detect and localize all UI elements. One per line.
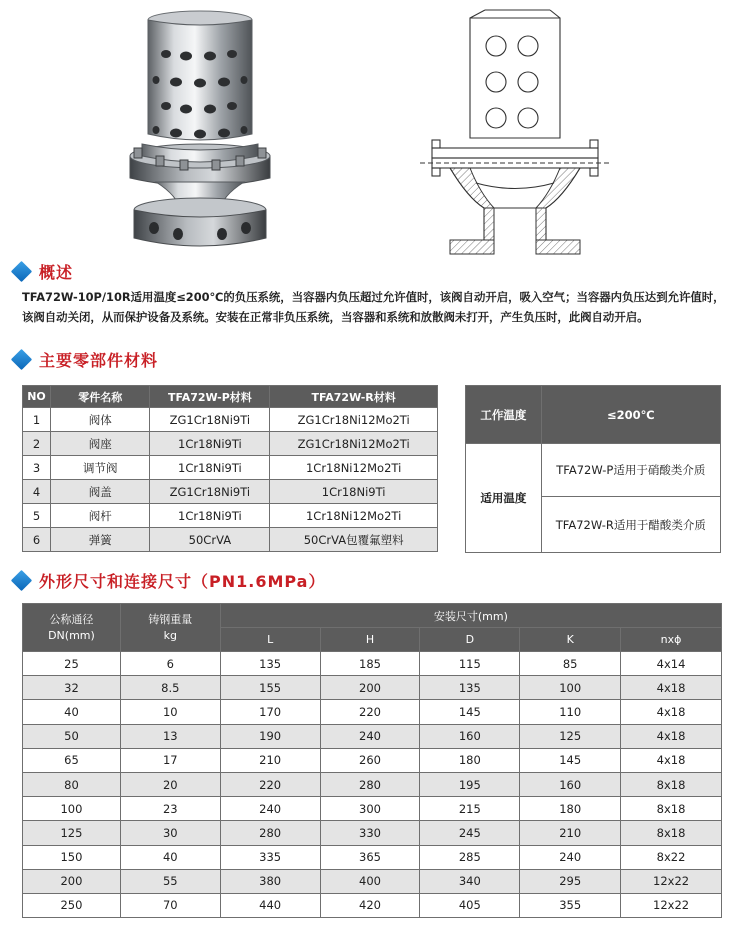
cell-k: 100 (520, 676, 621, 700)
cell-d: 115 (420, 652, 520, 676)
dimensions-table (22, 603, 722, 918)
applicable-r: TFA72W-R适用于醋酸类介质 (541, 497, 720, 553)
cell-dn: 200 (23, 869, 121, 893)
applicable-temp-label: 适用温度 (466, 444, 542, 553)
cell-r-material: 50CrVA包覆氟塑料 (270, 528, 438, 552)
cell-dn: 25 (23, 652, 121, 676)
cell-d: 160 (420, 724, 520, 748)
cell-l: 440 (220, 893, 320, 917)
cell-part-name: 调节阀 (50, 456, 150, 480)
cell-p-material: ZG1Cr18Ni9Ti (150, 408, 270, 432)
cell-k: 160 (520, 772, 621, 796)
cell-p-material: 50CrVA (150, 528, 270, 552)
cell-p-material: ZG1Cr18Ni9Ti (150, 480, 270, 504)
cell-d: 180 (420, 748, 520, 772)
cell-d: 245 (420, 821, 520, 845)
cell-dn: 65 (23, 748, 121, 772)
header-l: L (220, 628, 320, 652)
cell-no: 2 (23, 432, 51, 456)
cell-weight: 30 (120, 821, 220, 845)
header-bolt-holes: nxϕ (621, 628, 722, 652)
table-row (23, 480, 438, 504)
cell-h: 260 (320, 748, 420, 772)
cell-l: 380 (220, 869, 320, 893)
header-p-material: TFA72W-P材料 (150, 386, 270, 408)
diamond-bullet-icon (11, 260, 32, 281)
table-row (23, 797, 722, 821)
cell-l: 210 (220, 748, 320, 772)
cell-no: 5 (23, 504, 51, 528)
table-row (23, 456, 438, 480)
table-row (23, 676, 722, 700)
cell-weight: 17 (120, 748, 220, 772)
cell-bolt-holes: 12x22 (621, 869, 722, 893)
section-title: 主要零部件材料 (39, 350, 159, 370)
cell-h: 185 (320, 652, 420, 676)
cell-weight: 70 (120, 893, 220, 917)
cell-no: 1 (23, 408, 51, 432)
cell-dn: 50 (23, 724, 121, 748)
cell-weight: 13 (120, 724, 220, 748)
cell-part-name: 阀杆 (50, 504, 150, 528)
cell-h: 400 (320, 869, 420, 893)
cell-dn: 125 (23, 821, 121, 845)
cell-weight: 20 (120, 772, 220, 796)
cell-bolt-holes: 8x18 (621, 797, 722, 821)
cell-r-material: 1Cr18Ni12Mo2Ti (270, 504, 438, 528)
cell-k: 295 (520, 869, 621, 893)
table-row (23, 724, 722, 748)
cell-r-material: ZG1Cr18Ni12Mo2Ti (270, 408, 438, 432)
cell-d: 195 (420, 772, 520, 796)
cell-no: 4 (23, 480, 51, 504)
valve-photo (120, 6, 280, 256)
parts-materials-table (22, 385, 438, 552)
cell-r-material: ZG1Cr18Ni12Mo2Ti (270, 432, 438, 456)
work-temp-label: 工作温度 (466, 386, 542, 444)
cell-dn: 80 (23, 772, 121, 796)
applicable-p: TFA72W-P适用于硝酸类介质 (541, 444, 720, 497)
cell-r-material: 1Cr18Ni9Ti (270, 480, 438, 504)
work-temp-value: ≤200℃ (541, 386, 720, 444)
cell-weight: 40 (120, 845, 220, 869)
cell-weight: 55 (120, 869, 220, 893)
cell-k: 110 (520, 700, 621, 724)
cell-l: 220 (220, 772, 320, 796)
cell-dn: 32 (23, 676, 121, 700)
table-row (466, 444, 721, 497)
cell-part-name: 弹簧 (50, 528, 150, 552)
cell-h: 420 (320, 893, 420, 917)
header-no: NO (23, 386, 51, 408)
cell-k: 180 (520, 797, 621, 821)
cell-d: 405 (420, 893, 520, 917)
cell-l: 335 (220, 845, 320, 869)
table-row (23, 528, 438, 552)
cell-l: 135 (220, 652, 320, 676)
header-weight: 铸钢重量 kg (120, 604, 220, 652)
cell-l: 190 (220, 724, 320, 748)
cell-bolt-holes: 4x14 (621, 652, 722, 676)
header-d: D (420, 628, 520, 652)
cell-h: 365 (320, 845, 420, 869)
cell-d: 215 (420, 797, 520, 821)
cell-k: 355 (520, 893, 621, 917)
cell-bolt-holes: 8x22 (621, 845, 722, 869)
header-h: H (320, 628, 420, 652)
cell-dn: 40 (23, 700, 121, 724)
cell-l: 280 (220, 821, 320, 845)
cell-bolt-holes: 4x18 (621, 748, 722, 772)
header-r-material: TFA72W-R材料 (270, 386, 438, 408)
cell-dn: 150 (23, 845, 121, 869)
cell-part-name: 阀座 (50, 432, 150, 456)
cell-p-material: 1Cr18Ni9Ti (150, 504, 270, 528)
section-title: 外形尺寸和连接尺寸（PN1.6MPa） (39, 571, 326, 591)
table-row (23, 772, 722, 796)
cell-part-name: 阀盖 (50, 480, 150, 504)
diamond-bullet-icon (11, 569, 32, 590)
header-part-name: 零件名称 (50, 386, 150, 408)
cell-bolt-holes: 8x18 (621, 772, 722, 796)
cell-l: 240 (220, 797, 320, 821)
cell-h: 240 (320, 724, 420, 748)
cell-d: 340 (420, 869, 520, 893)
table-row (23, 504, 438, 528)
cell-bolt-holes: 4x18 (621, 700, 722, 724)
temperature-table (465, 385, 721, 553)
cell-part-name: 阀体 (50, 408, 150, 432)
cell-d: 135 (420, 676, 520, 700)
diamond-bullet-icon (11, 348, 32, 369)
cell-dn: 100 (23, 797, 121, 821)
table-row (466, 386, 721, 444)
table-row (23, 652, 722, 676)
cell-k: 85 (520, 652, 621, 676)
section-dimensions-heading (8, 569, 325, 591)
cell-dn: 250 (23, 893, 121, 917)
cell-no: 3 (23, 456, 51, 480)
cell-h: 280 (320, 772, 420, 796)
table-row (23, 748, 722, 772)
header-k: K (520, 628, 621, 652)
cell-p-material: 1Cr18Ni9Ti (150, 456, 270, 480)
table-row (23, 845, 722, 869)
table-row (23, 432, 438, 456)
cell-l: 155 (220, 676, 320, 700)
description-paragraph: TFA72W-10P/10R适用温度≤200℃的负压系统，当容器内负压超过允许值时，该阀自动开启，吸入空气；当容器内负压达到允许值时，该阀自动关闭，从而保护设备及系统。安装在正常非负压系统，当容器和系统和放散阀未打开，产生负压时，此阀自动开启。 (22, 290, 725, 324)
cell-bolt-holes: 8x18 (621, 821, 722, 845)
header-install-size: 安装尺寸(mm) (220, 604, 721, 628)
cell-l: 170 (220, 700, 320, 724)
table-row (23, 869, 722, 893)
cell-h: 300 (320, 797, 420, 821)
cell-weight: 8.5 (120, 676, 220, 700)
cell-k: 240 (520, 845, 621, 869)
cell-weight: 10 (120, 700, 220, 724)
cell-bolt-holes: 4x18 (621, 724, 722, 748)
table-row (23, 893, 722, 917)
cell-h: 200 (320, 676, 420, 700)
valve-drawing (410, 8, 620, 264)
section-overview-heading (8, 260, 73, 282)
cell-k: 145 (520, 748, 621, 772)
table-row (23, 700, 722, 724)
header-dn: 公称通径 DN(mm) (23, 604, 121, 652)
cell-weight: 6 (120, 652, 220, 676)
section-materials-heading (8, 348, 158, 370)
table-row (23, 408, 438, 432)
cell-no: 6 (23, 528, 51, 552)
cell-h: 220 (320, 700, 420, 724)
table-header-row (23, 604, 722, 628)
section-title: 概述 (39, 262, 74, 282)
cell-k: 210 (520, 821, 621, 845)
cell-d: 285 (420, 845, 520, 869)
cell-d: 145 (420, 700, 520, 724)
cell-bolt-holes: 4x18 (621, 676, 722, 700)
cell-weight: 23 (120, 797, 220, 821)
table-row (23, 821, 722, 845)
cell-r-material: 1Cr18Ni12Mo2Ti (270, 456, 438, 480)
cell-k: 125 (520, 724, 621, 748)
table-header-row (23, 386, 438, 408)
cell-h: 330 (320, 821, 420, 845)
cell-bolt-holes: 12x22 (621, 893, 722, 917)
cell-p-material: 1Cr18Ni9Ti (150, 432, 270, 456)
